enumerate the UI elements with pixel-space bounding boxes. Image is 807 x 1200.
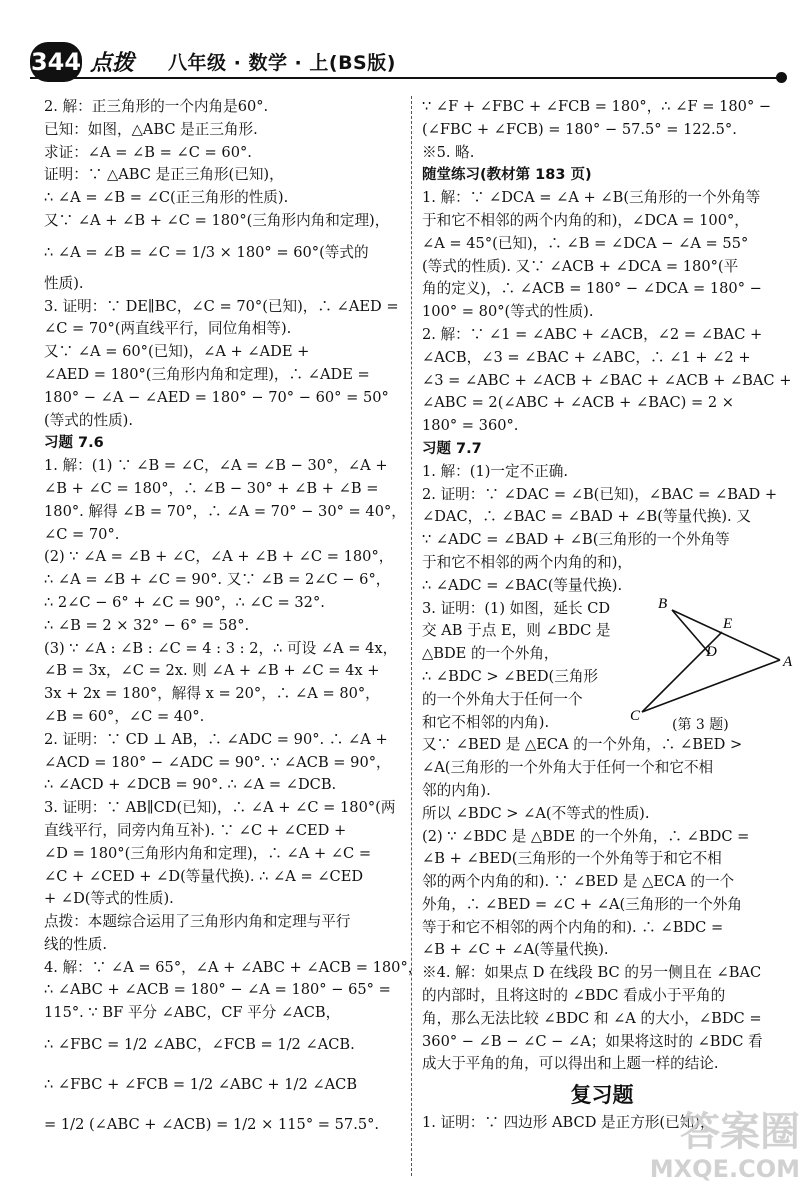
review-title: 复习题 (570, 1083, 634, 1108)
text-line: 4. 解：∵ ∠A = 65°，∠A + ∠ABC + ∠ACB = 180°， (44, 958, 423, 976)
text-line: ※5. 略. (422, 143, 475, 161)
text-line: ∴ ∠FBC + ∠FCB = 1/2 ∠ABC + 1/2 ∠ACB (44, 1076, 358, 1094)
text-line: 的一个外角大于任何一个 (422, 690, 583, 708)
text-line: 180° = 360°. (422, 417, 519, 435)
text-line: 于和它不相邻的两个内角的和)，∠DCA = 100°， (422, 211, 749, 229)
watermark-line1: 答案圈 (680, 1109, 800, 1155)
text-line: (∠FBC + ∠FCB) = 180° − 57.5° = 122.5°. (422, 120, 737, 138)
text-line: ∠B = 3x，∠C = 2x. 则 ∠A + ∠B + ∠C = 4x + (44, 662, 380, 680)
text-line: = 1/2 (∠ABC + ∠ACB) = 1/2 × 115° = 57.5°. (44, 1116, 380, 1134)
left-column (44, 96, 423, 1145)
text-line: ∠D = 180°(三角形内角和定理)，∴ ∠A + ∠C = (44, 844, 372, 862)
text-line: ∴ ∠A = ∠B + ∠C = 90°. 又∵ ∠B = 2∠C − 6°， (44, 571, 391, 589)
text-line: ∠C = 70°. (44, 525, 120, 543)
text-line: ∠B + ∠C + ∠A(等量代换). (422, 941, 609, 959)
label-d: D (706, 643, 717, 660)
text-line: 180°. 解得 ∠B = 70°，∴ ∠A = 70° − 30° = 40°， (44, 502, 406, 520)
text-line: 的内部时，且将这时的 ∠BDC 看成小于平角的 (422, 987, 726, 1005)
text-line: ∠C = 70°(两直线平行，同位角相等). (44, 320, 292, 338)
text-line: (2) ∵ ∠BDC 是 △BDE 的一个外角，∴ ∠BDC = (422, 827, 750, 845)
text-line: 100° = 80°(等式的性质). (422, 303, 594, 321)
text-line: 3x + 2x = 180°，解得 x = 20°，∴ ∠A = 80°， (44, 685, 380, 703)
text-line: ∴ ∠ABC + ∠ACB = 180° − ∠A = 180° − 65° = (44, 981, 391, 999)
text-line: (等式的性质). 又∵ ∠ACB + ∠DCA = 180°(平 (422, 257, 739, 275)
text-line: 邻的两个内角的和). ∵ ∠BED 是 △ECA 的一个 (422, 873, 735, 891)
label-c: C (630, 707, 641, 724)
column-divider (411, 96, 412, 1176)
text-line: ∴ ∠A = ∠B = ∠C = 1/3 × 180° = 60°(等式的 (44, 243, 369, 261)
text-line: 等于和它不相邻的两个内角的和). ∴ ∠BDC = (422, 918, 724, 936)
section-heading: 习题 7.6 (44, 435, 104, 452)
text-line: ∵ ∠ADC = ∠BAD + ∠B(三角形的一个外角等 (422, 531, 730, 549)
text-line: ∠C + ∠CED + ∠D(等量代换). ∴ ∠A = ∠CED (44, 867, 364, 885)
section-heading: 习题 7.7 (422, 440, 482, 457)
text-line: ∠AED = 180°(三角形内角和定理)，∴ ∠ADE = (44, 365, 370, 383)
right-column-top (422, 96, 792, 598)
text-line: 1. 解：(1) ∵ ∠B = ∠C，∠A = ∠B − 30°，∠A + (44, 457, 388, 475)
text-line: + ∠D(等式的性质). (44, 890, 174, 908)
text-line: 邻的内角). (422, 781, 491, 799)
text-line: ∠B + ∠BED(三角形的一个外角等于和它不相 (422, 850, 722, 868)
text-line: 3. 证明：∵ DE∥BC，∠C = 70°(已知)，∴ ∠AED = (44, 297, 399, 315)
watermark-line2: MXQE.COM (649, 1155, 800, 1183)
section-heading: 随堂练习(教材第 183 页) (422, 167, 592, 184)
text-line: 线的性质. (44, 935, 108, 953)
text-line: (2) ∵ ∠A = ∠B + ∠C，∠A + ∠B + ∠C = 180°， (44, 548, 394, 566)
text-line: 又∵ ∠BED 是 △ECA 的一个外角，∴ ∠BED > (422, 736, 743, 754)
text-line: (3) ∵ ∠A : ∠B : ∠C = 4 : 3 : 2，∴ 可设 ∠A = 4x， (44, 639, 398, 657)
text-line: ※4. 解：如果点 D 在线段 BC 的另一侧且在 ∠BAC (422, 964, 762, 982)
text-line: ∴ ∠ACD + ∠DCB = 90°. ∴ ∠A = ∠DCB. (44, 776, 337, 794)
watermark (560, 1110, 800, 1200)
brand-logo: 点拨 (90, 51, 135, 76)
text-line: ∠ACD = 180° − ∠ADC = 90°. ∵ ∠ACB = 90°， (44, 753, 391, 771)
text-line: ∠ABC = 2(∠ABC + ∠ACB + ∠BAC) = 2 × (422, 394, 735, 412)
text-line: 2. 解：∵ ∠1 = ∠ABC + ∠ACB，∠2 = ∠BAC + (422, 325, 763, 343)
text-line: 直线平行，同旁内角互补). ∵ ∠C + ∠CED + (44, 821, 347, 839)
text-line: ∴ ∠FBC = 1/2 ∠ABC，∠FCB = 1/2 ∠ACB. (44, 1036, 355, 1054)
text-line: ∴ 2∠C − 6° + ∠C = 90°，∴ ∠C = 32°. (44, 593, 325, 611)
text-line: 1. 解：(1)一定不正确. (422, 462, 569, 480)
label-b: B (658, 595, 668, 612)
text-line: 外角，∴ ∠BED = ∠C + ∠A(三角形的一个外角 (422, 895, 742, 913)
text-line: 点拨：本题综合运用了三角形内角和定理与平行 (44, 913, 351, 931)
text-line: 和它不相邻的内角). (422, 713, 550, 731)
text-line: 角，那么无法比较 ∠BDC 和 ∠A 的大小，∠BDC = (422, 1009, 762, 1027)
text-line: 180° − ∠A − ∠AED = 180° − 70° − 60° = 50° (44, 388, 389, 406)
text-line: ∠A(三角形的一个外角大于任何一个和它不相 (422, 759, 714, 777)
text-line: 又∵ ∠A + ∠B + ∠C = 180°(三角形内角和定理)， (44, 211, 390, 229)
text-line: 2. 证明：∵ ∠DAC = ∠B(已知)，∠BAC = ∠BAD + (422, 485, 778, 503)
text-line: ∵ ∠F + ∠FBC + ∠FCB = 180°，∴ ∠F = 180° − (422, 98, 772, 115)
right-column-bottom (422, 734, 782, 1076)
text-line: 成大于平角的角，可以得出和上题一样的结论. (422, 1055, 719, 1073)
text-line: △BDE 的一个外角， (422, 645, 559, 663)
text-line: ∠DAC，∴ ∠BAC = ∠BAD + ∠B(等量代换). 又 (422, 508, 751, 526)
text-line: ∠B + ∠C = 180°，∴ ∠B − 30° + ∠B + ∠B = (44, 479, 379, 497)
text-line: 证明：∵ △ABC 是正三角形(已知)， (44, 166, 284, 184)
review-line: 1. 证明：∵ 四边形 ABCD 是正方形(已知)， (422, 1114, 715, 1132)
text-line: 2. 解：正三角形的一个内角是60°. (44, 98, 269, 115)
text-line: ∴ ∠BDC > ∠BED(三角形 (422, 667, 599, 685)
text-line: 又∵ ∠A = 60°(已知)，∠A + ∠ADE + (44, 343, 310, 361)
text-line: 已知：如图，△ABC 是正三角形. (44, 120, 258, 138)
figure-caption: (第 3 题) (672, 716, 729, 733)
text-line: 3. 证明：(1) 如图，延长 CD (422, 599, 611, 617)
text-line: ∠A = 45°(已知)，∴ ∠B = ∠DCA − ∠A = 55° (422, 234, 749, 252)
text-line: ∴ ∠ADC = ∠BAC(等量代换). (422, 576, 623, 594)
text-line: 2. 证明：∵ CD ⊥ AB，∴ ∠ADC = 90°. ∴ ∠A + (44, 730, 388, 748)
label-a: A (783, 653, 793, 670)
text-line: ∠ACB，∠3 = ∠BAC + ∠ABC，∴ ∠1 + ∠2 + (422, 348, 751, 366)
text-line: 1. 解：∵ ∠DCA = ∠A + ∠B(三角形的一个外角等 (422, 189, 761, 207)
page-header (0, 0, 807, 80)
text-line: 角的定义)，∴ ∠ACB = 180° − ∠DCA = 180° − (422, 280, 762, 298)
figure-side-text (422, 598, 627, 735)
segment-bd (672, 610, 710, 654)
triangle-figure (630, 592, 793, 724)
text-line: 性质). (44, 274, 84, 292)
text-line: 所以 ∠BDC > ∠A(不等式的性质). (422, 804, 650, 822)
text-line: 于和它不相邻的两个内角的和)， (422, 553, 633, 571)
text-line: ∴ ∠A = ∠B = ∠C(正三角形的性质). (44, 189, 289, 207)
text-line: 360° − ∠B − ∠C − ∠A；如果将这时的 ∠BDC 看 (422, 1032, 763, 1050)
text-line: 求证：∠A = ∠B = ∠C = 60°. (44, 143, 252, 161)
text-line: ∠3 = ∠ABC + ∠ACB + ∠BAC + ∠ACB + ∠BAC + (422, 371, 792, 389)
header-rule-dot (776, 72, 787, 83)
problem-3-block (422, 595, 793, 735)
text-line: ∠B = 60°，∠C = 40°. (44, 707, 205, 725)
text-line: ∴ ∠B = 2 × 32° − 6° = 58°. (44, 616, 250, 634)
segment-ac (642, 660, 780, 712)
text-line: 115°. ∵ BF 平分 ∠ABC，CF 平分 ∠ACB， (44, 1004, 341, 1022)
series-title: 八年级 · 数学 · 上(BS版) (168, 52, 396, 74)
text-line: (等式的性质). (44, 411, 133, 429)
label-e: E (723, 615, 733, 632)
text-line: 3. 证明：∵ AB∥CD(已知)，∴ ∠A + ∠C = 180°(两 (44, 799, 396, 817)
header-rule (30, 77, 782, 79)
page-number: 344 (30, 42, 82, 82)
text-line: 交 AB 于点 E，则 ∠BDC 是 (422, 622, 611, 640)
